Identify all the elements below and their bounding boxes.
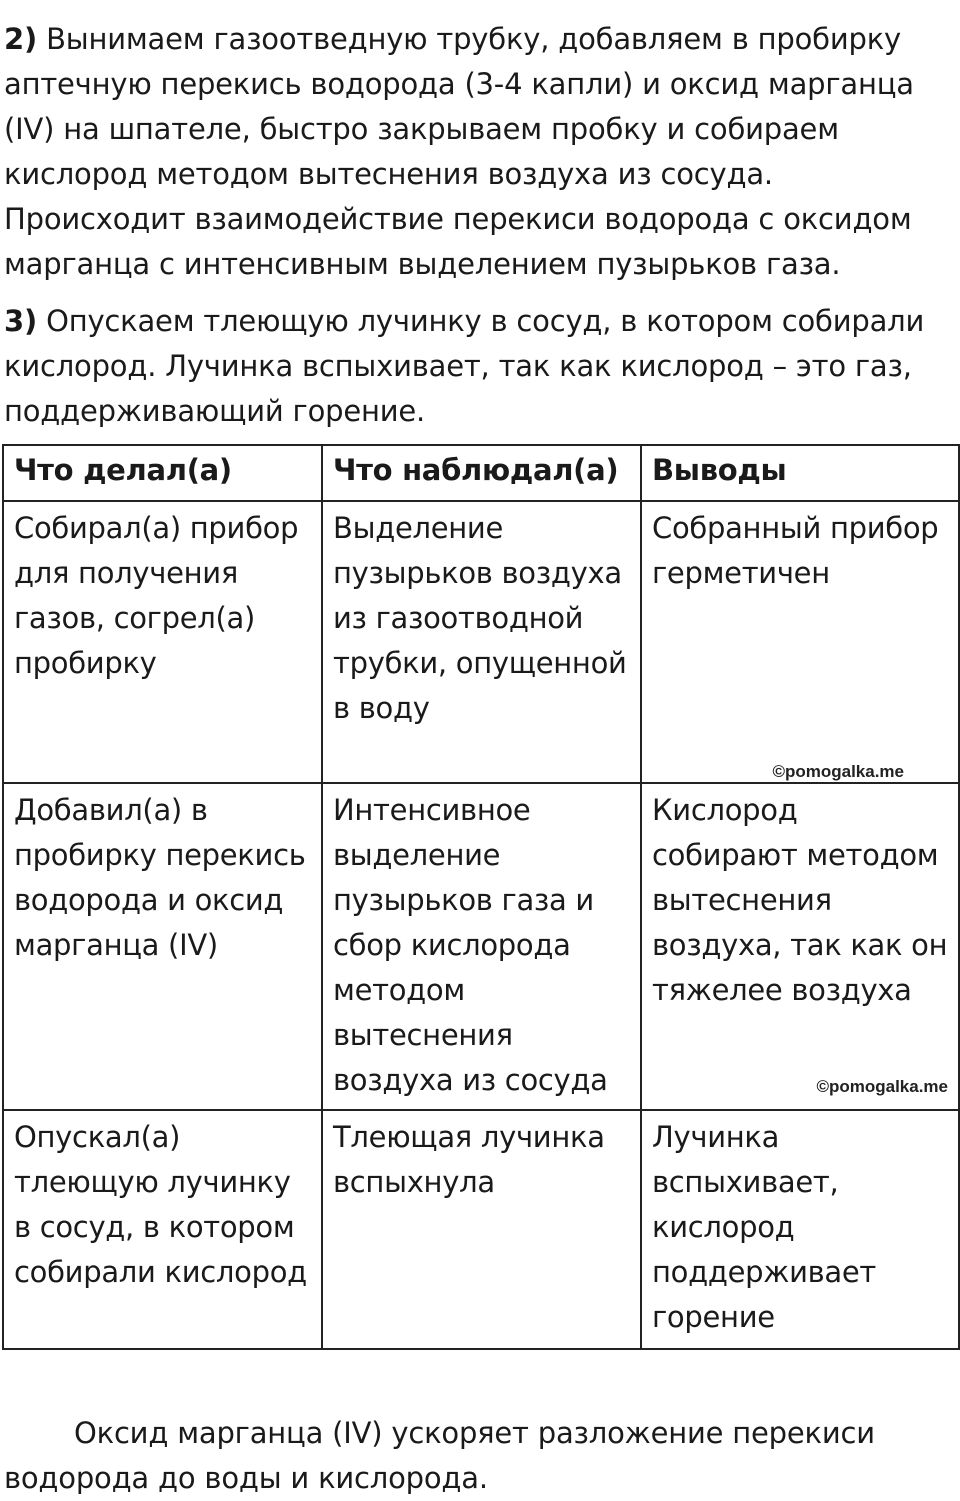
table-cell-observation <box>322 1110 641 1349</box>
cell-text: Опускал(а) тлеющую лучинку в сосуд, в котором собирали кислород <box>14 1120 307 1289</box>
experiment-table-wrapper <box>2 444 958 1350</box>
cell-text: Тлеющая лучинка вспыхнула <box>333 1120 605 1199</box>
table-cell-action <box>3 501 322 783</box>
table-cell-conclusion <box>641 501 959 783</box>
step-2-number: 2) <box>4 22 38 56</box>
watermark: ©pomogalka.me <box>816 1077 948 1096</box>
table-header-row <box>3 445 959 501</box>
table-cell-conclusion <box>641 1110 959 1349</box>
table-cell-observation <box>322 783 641 1110</box>
header-observations: Что наблюдал(а) <box>322 445 641 501</box>
step-3-text: Опускаем тлеющую лучинку в сосуд, в котором собирали кислород. Лучинка вспыхивает, так как кислород – это газ, поддерживающий горение. <box>4 304 925 428</box>
table-cell-conclusion <box>641 783 959 1110</box>
cell-text: Собранный прибор герметичен <box>652 511 939 590</box>
cell-text: Интенсивное выделение пузырьков газа и сбор кислорода методом вытеснения воздуха из сосуда <box>333 793 608 1097</box>
header-conclusions: Выводы <box>641 445 959 501</box>
cell-text: Собирал(а) прибор для получения газов, согрел(а) пробирку <box>14 511 299 680</box>
step-2-text: Вынимаем газоотведную трубку, добавляем в пробирку аптечную перекись водорода (3-4 капли) и оксид марганца (IV) на шпателе, быстро закрываем пробку и собираем кислород методом вытеснения воздуха из сосуда. Происходит взаимодействие перекиси водорода с оксидом марганца с интенсивным выделением пузырьков газа. <box>4 22 914 281</box>
step-3-paragraph <box>4 299 956 434</box>
table-row <box>3 501 959 783</box>
conclusion-paragraph: Оксид марганца (IV) ускоряет разложение перекиси водорода до воды и кислорода. <box>4 1416 875 1495</box>
table-row <box>3 783 959 1110</box>
step-3-number: 3) <box>4 304 38 338</box>
table-cell-action <box>3 1110 322 1349</box>
header-actions: Что делал(а) <box>3 445 322 501</box>
table-cell-action <box>3 783 322 1110</box>
watermark: ©pomogalka.me <box>772 762 904 781</box>
cell-text: Добавил(а) в пробирку перекись водорода и оксид марганца (IV) <box>14 793 306 962</box>
cell-text: Лучинка вспыхивает, кислород поддерживает горение <box>652 1120 877 1334</box>
experiment-table <box>2 444 960 1350</box>
table-cell-observation <box>322 501 641 783</box>
cell-text: Кислород собирают методом вытеснения воздуха, так как он тяжелее воздуха <box>652 793 948 1007</box>
table-row <box>3 1110 959 1349</box>
cell-text: Выделение пузырьков воздуха из газоотводной трубки, опущенной в воду <box>333 511 627 725</box>
step-2-paragraph <box>4 17 956 287</box>
